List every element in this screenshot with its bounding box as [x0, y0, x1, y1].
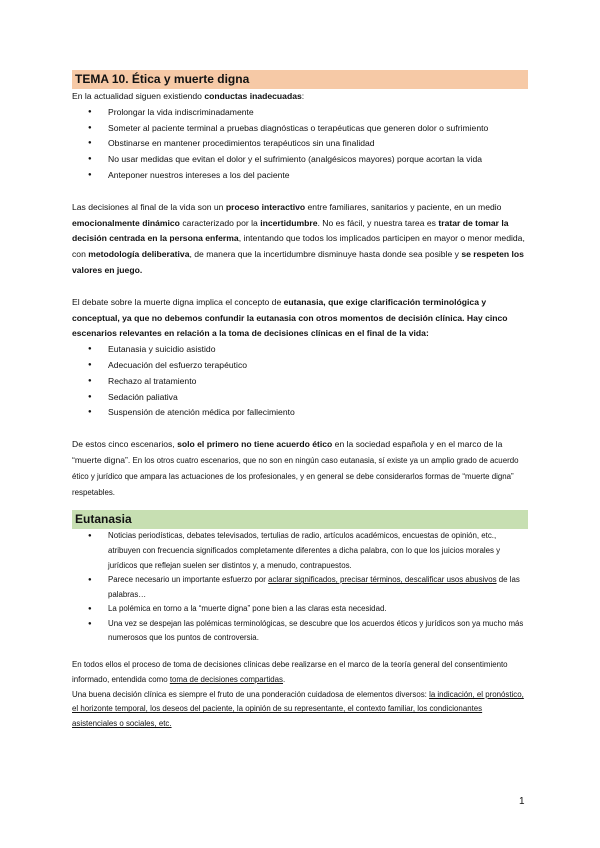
list-item: ● Prolongar la vida indiscriminadamente — [72, 105, 528, 121]
intro-paragraph: En la actualidad siguen existiendo conductas inadecuadas: — [72, 91, 305, 101]
list-item: ● Una vez se despejan las polémicas terminológicas, se descubre que los acuerdos éticos y jurídicos son ya mucho más numerosos que los puntos de controversia. — [72, 617, 528, 646]
section-title-eutanasia: Eutanasia — [72, 510, 528, 529]
list-item: ● Suspensión de atención médica por fallecimiento — [72, 405, 528, 421]
debate-paragraph: El debate sobre la muerte digna implica el concepto de eutanasia, que exige clarificación terminológica y conceptual, ya que no debemos confundir la eutanasia con otros momentos de decisión clínica. Hay cinco escenarios relevantes en relación a la toma de decisiones clínicas en el final de la vida: — [72, 296, 508, 339]
consent-paragraph: En todos ellos el proceso de toma de decisiones clínicas debe realizarse en el marco de la teoría general del consentimiento informado, entendida como toma de decisiones compartidas. — [72, 660, 508, 684]
list-item: ● Anteponer nuestros intereses a los del paciente — [72, 168, 528, 184]
list-item: ● Obstinarse en mantener procedimientos terapéuticos sin una finalidad — [72, 136, 528, 152]
inadequate-conducts-list — [72, 105, 528, 184]
list-item: ● La polémica en torno a la “muerte digna” pone bien a las claras esta necesidad. — [72, 602, 528, 617]
list-item: ● Someter al paciente terminal a pruebas diagnósticas o terapéuticas que generen dolor o sufrimiento — [72, 121, 528, 137]
decisions-paragraph: Las decisiones al final de la vida son un proceso interactivo entre familiares, sanitarios y paciente, en un medio emocionalmente dinámico caracterizado por la incertidumbre. No es fácil, y nuestra tarea es tratar de tomar la decisión centrada en la persona enferma, intentando que todos los implicados participen en mayor o menor medida, con metodología deliberativa, de manera que la incertidumbre disminuye hasta donde sea posible y se respeten los valores en juego. — [72, 201, 525, 275]
list-item: ● Adecuación del esfuerzo terapéutico — [72, 358, 528, 374]
section-title-tema10: TEMA 10. Ética y muerte digna — [72, 70, 528, 89]
list-item: ● Rechazo al tratamiento — [72, 374, 528, 390]
scenarios-paragraph: De estos cinco escenarios, solo el primero no tiene acuerdo ético en la sociedad española y en el marco de la “muerte digna”. En los otros cuatro escenarios, que no son en ningún caso eutanasia, sí existe ya un amplio grado de acuerdo ético y jurídico que ampara las actuaciones de los profesionales, y en general se debe considerarlos formas de “muerte digna” respetables. — [72, 439, 519, 497]
document-page — [72, 70, 528, 732]
list-item: ● Eutanasia y suicidio asistido — [72, 342, 528, 358]
scenarios-list — [72, 342, 528, 421]
clinical-decision-paragraph: Una buena decisión clínica es siempre el fruto de una ponderación cuidadosa de elementos diversos: la indicación, el pronóstico, el horizonte temporal, los deseos del paciente, la opinión de su representante, el contexto familiar, los condicionantes asistenciales o sociales, etc. — [72, 689, 524, 729]
list-item: ● No usar medidas que evitan el dolor y el sufrimiento (analgésicos mayores) porque acortan la vida — [72, 152, 528, 168]
list-item: ● Noticias periodísticas, debates televisados, tertulias de radio, artículos académicos, encuestas de opinión, etc., atribuyen con frecuencia significados completamente diferentes a dicha palabra, con lo que los juicios morales y jurídicos que reflejan suelen ser distintos y, a menudo, contrapuestos. — [72, 529, 528, 573]
page-number: 1 — [519, 796, 525, 807]
eutanasia-list — [72, 529, 528, 646]
list-item: ● Parece necesario un importante esfuerzo por aclarar significados, precisar términos, descalificar usos abusivos de las palabras… — [72, 573, 528, 602]
list-item: ● Sedación paliativa — [72, 390, 528, 406]
